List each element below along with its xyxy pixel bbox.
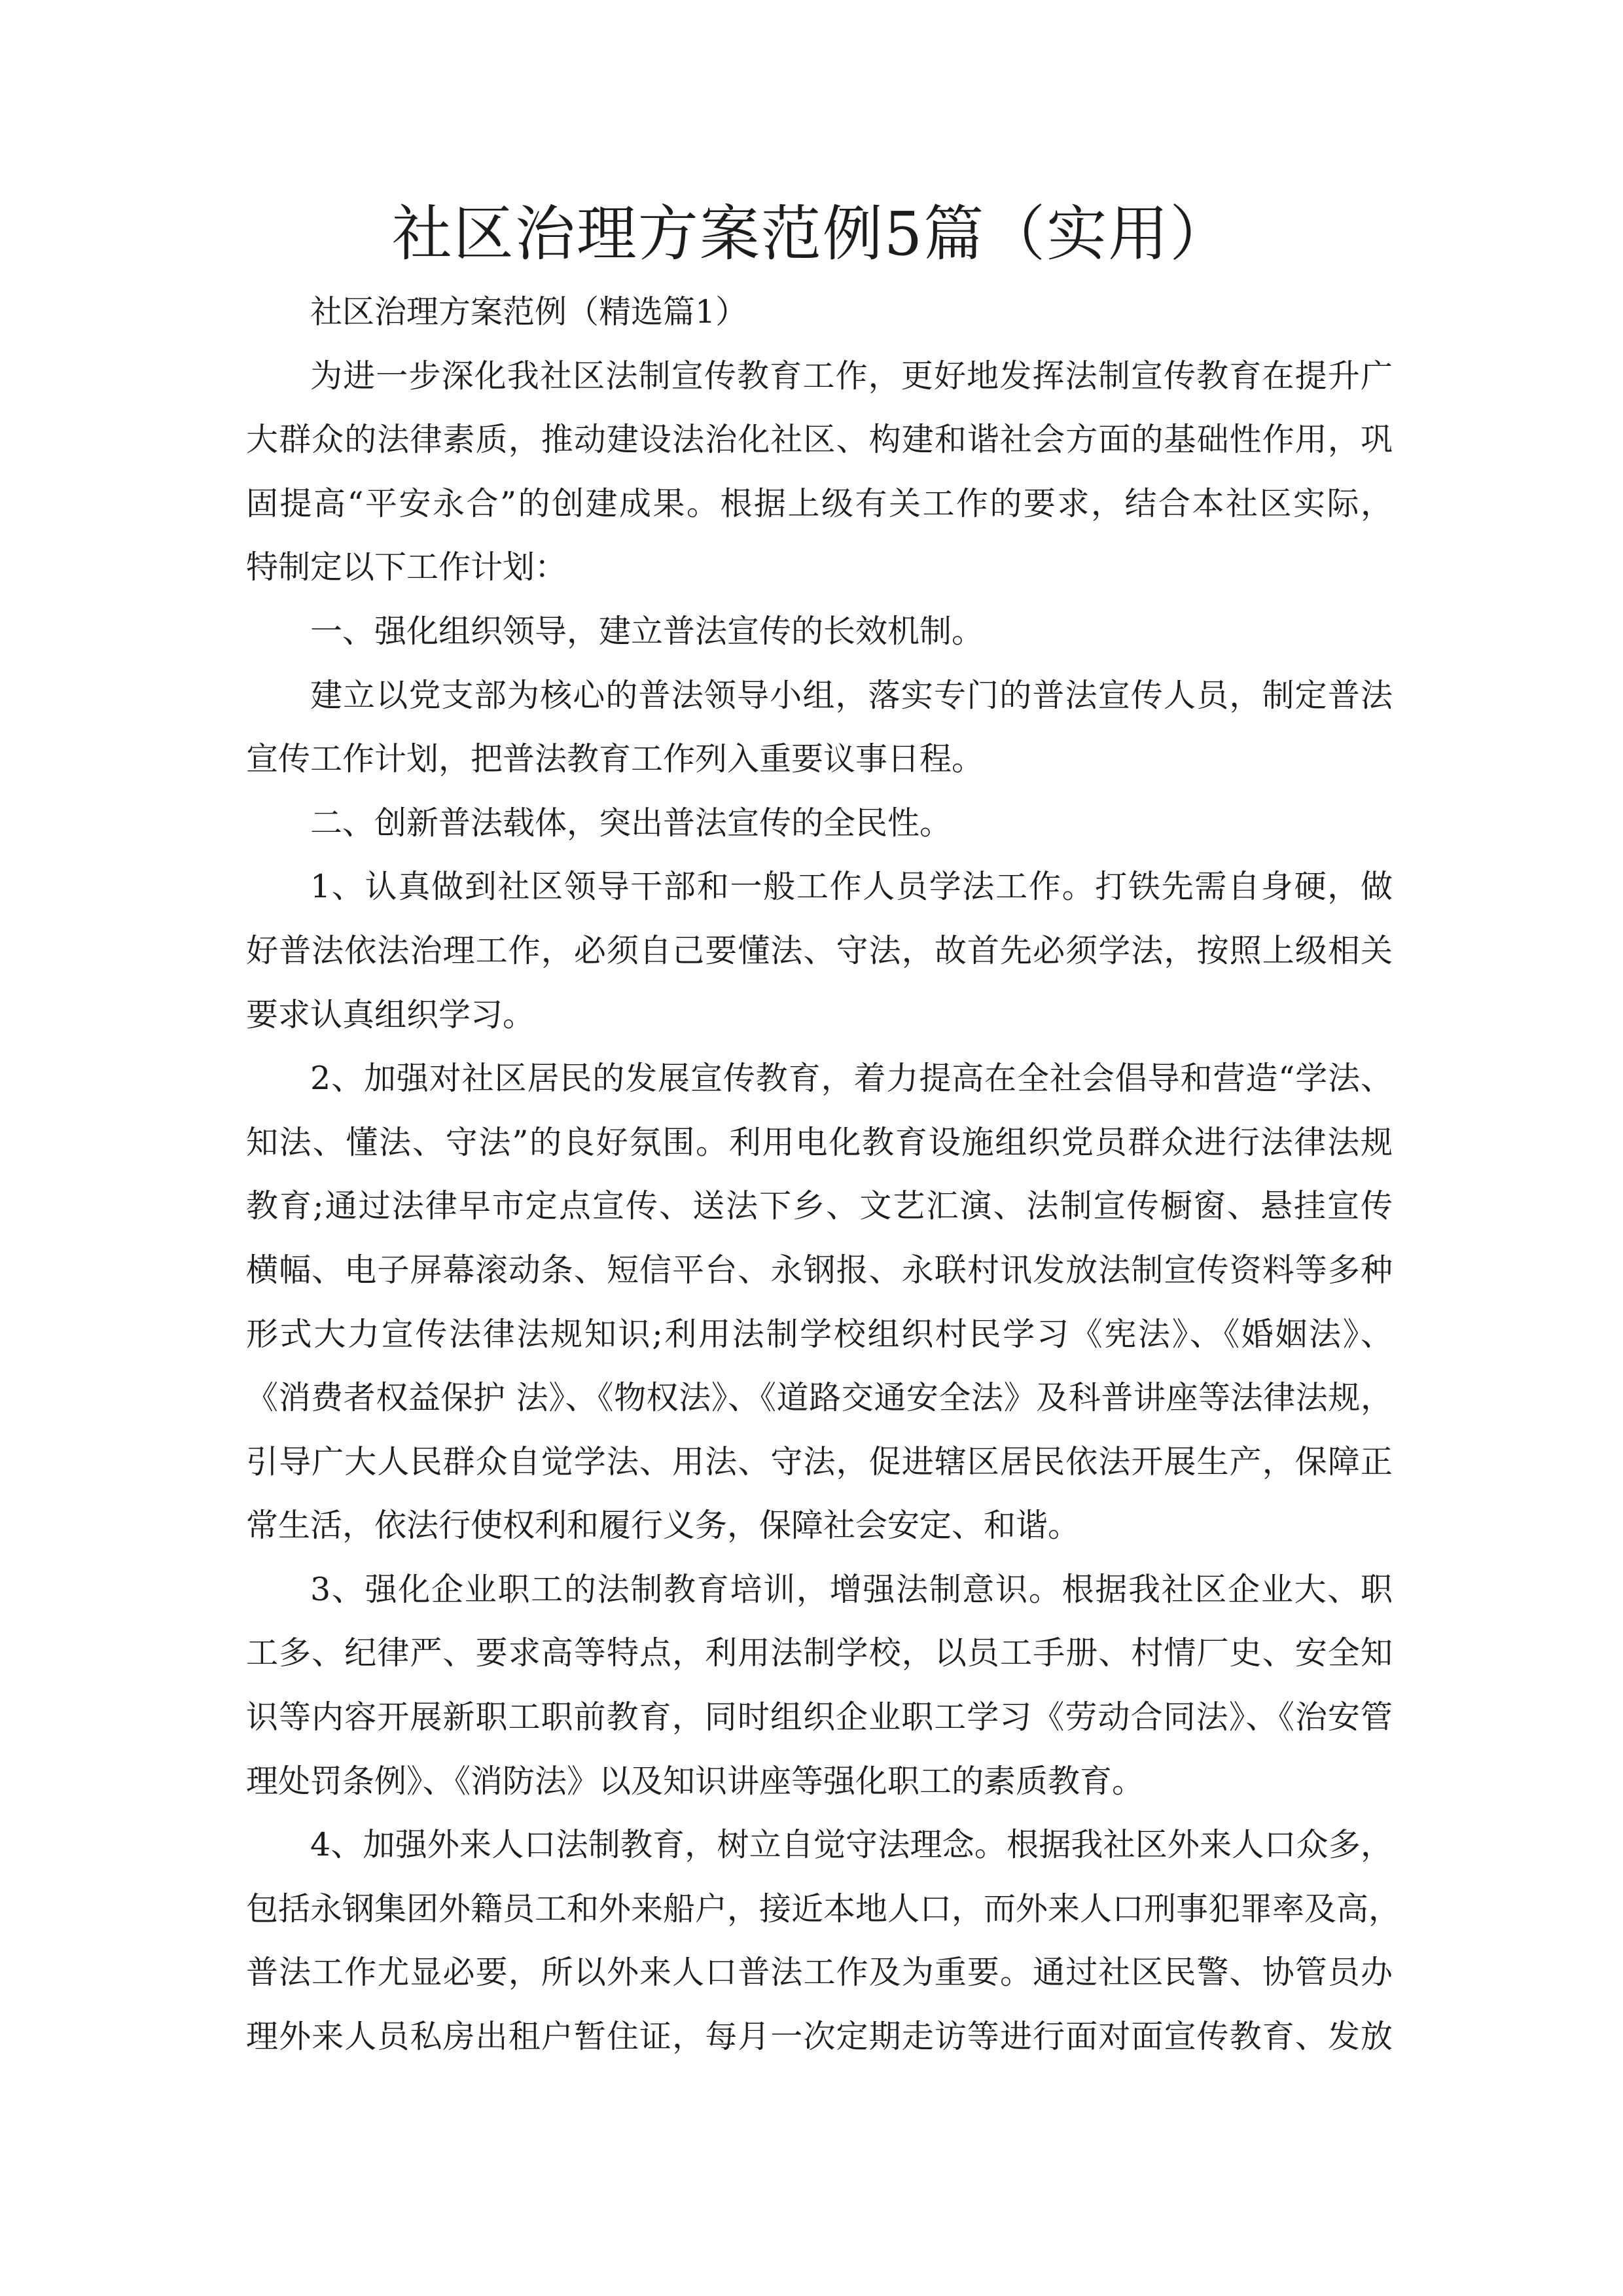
paragraph-line: 社区治理方案范例（精选篇1） (310, 293, 748, 331)
paragraph-line: 好普法依法治理工作，必须自己要懂法、守法，故首先必须学法，按照上级相关 (246, 931, 1393, 969)
paragraph-line: 工多、纪律严、要求高等特点，利用法制学校，以员工手册、村情厂史、安全知 (246, 1634, 1393, 1672)
paragraph (246, 791, 1393, 855)
paragraph-line: 大群众的法律素质，推动建设法治化社区、构建和谐社会方面的基础性作用，巩 (246, 421, 1393, 459)
paragraph-line: 建立以党支部为核心的普法领导小组，落实专门的普法宣传人员，制定普法 (310, 676, 1393, 714)
paragraph-line: 3、强化企业职工的法制教育培训，增强法制意识。根据我社区企业大、职 (310, 1570, 1393, 1608)
paragraph (246, 600, 1393, 664)
paragraph-line: 1、认真做到社区领导干部和一般工作人员学法工作。打铁先需自身硬，做 (310, 868, 1393, 906)
paragraph-line: 普法工作尤显必要，所以外来人口普法工作及为重要。通过社区民警、协管员办 (246, 1954, 1393, 1992)
paragraph (246, 344, 1393, 600)
paragraph-line: 宣传工作计划，把普法教育工作列入重要议事日程。 (246, 740, 984, 778)
paragraph-line: 2、加强对社区居民的发展宣传教育，着力提高在全社会倡导和营造“学法、 (310, 1060, 1393, 1098)
paragraph (246, 855, 1393, 1047)
paragraph-line: 知法、懂法、守法”的良好氛围。利用电化教育设施组织党员群众进行法律法规 (246, 1123, 1393, 1161)
paragraph-line: 理外来人员私房出租户暂住证，每月一次定期走访等进行面对面宣传教育、发放 (246, 2018, 1393, 2056)
paragraph (246, 1558, 1393, 1813)
document-title: 社区治理方案范例5篇（实用） (391, 199, 1232, 269)
paragraph-line: 为进一步深化我社区法制宣传教育工作，更好地发挥法制宣传教育在提升广 (310, 357, 1393, 395)
paragraph-line: 识等内容开展新职工职前教育，同时组织企业职工学习《劳动合同法》、《治安管 (246, 1698, 1393, 1736)
paragraph-line: 一、强化组织领导，建立普法宣传的长效机制。 (310, 612, 984, 650)
paragraph (246, 280, 1393, 344)
paragraph-line: 横幅、电子屏幕滚动条、短信平台、永钢报、永联村讯发放法制宣传资料等多种 (246, 1251, 1393, 1289)
paragraph-line: 4、加强外来人口法制教育，树立自觉守法理念。根据我社区外来人口众多， (310, 1826, 1393, 1864)
paragraph (246, 1813, 1401, 2068)
paragraph-line: 要求认真组织学习。 (246, 996, 535, 1033)
paragraph-line: 固提高“平安永合”的创建成果。根据上级有关工作的要求，结合本社区实际， (246, 484, 1393, 522)
document-body (246, 280, 1401, 2069)
paragraph-line: 特制定以下工作计划： (246, 548, 567, 586)
paragraph (246, 664, 1393, 791)
paragraph-line: 引导广大人民群众自觉学法、用法、守法，促进辖区居民依法开展生产，保障正 (246, 1443, 1393, 1480)
paragraph-line: 《消费者权益保护 法》、《物权法》、《道路交通安全法》及科普讲座等法律法规， (246, 1379, 1393, 1417)
paragraph-line: 教育;通过法律早市定点宣传、送法下乡、文艺汇演、法制宣传橱窗、悬挂宣传 (246, 1187, 1393, 1225)
paragraph-line: 理处罚条例》、《消防法》以及知识讲座等强化职工的素质教育。 (246, 1762, 1145, 1800)
paragraph (246, 1047, 1393, 1558)
paragraph-line: 常生活，依法行使权利和履行义务，保障社会安定、和谐。 (246, 1507, 1080, 1545)
paragraph-line: 包括永钢集团外籍员工和外来船户，接近本地人口，而外来人口刑事犯罪率及高， (246, 1890, 1401, 1928)
paragraph-line: 形式大力宣传法律法规知识;利用法制学校组织村民学习《宪法》、《婚姻法》、 (246, 1315, 1393, 1353)
paragraph-line: 二、创新普法载体，突出普法宣传的全民性。 (310, 804, 952, 842)
